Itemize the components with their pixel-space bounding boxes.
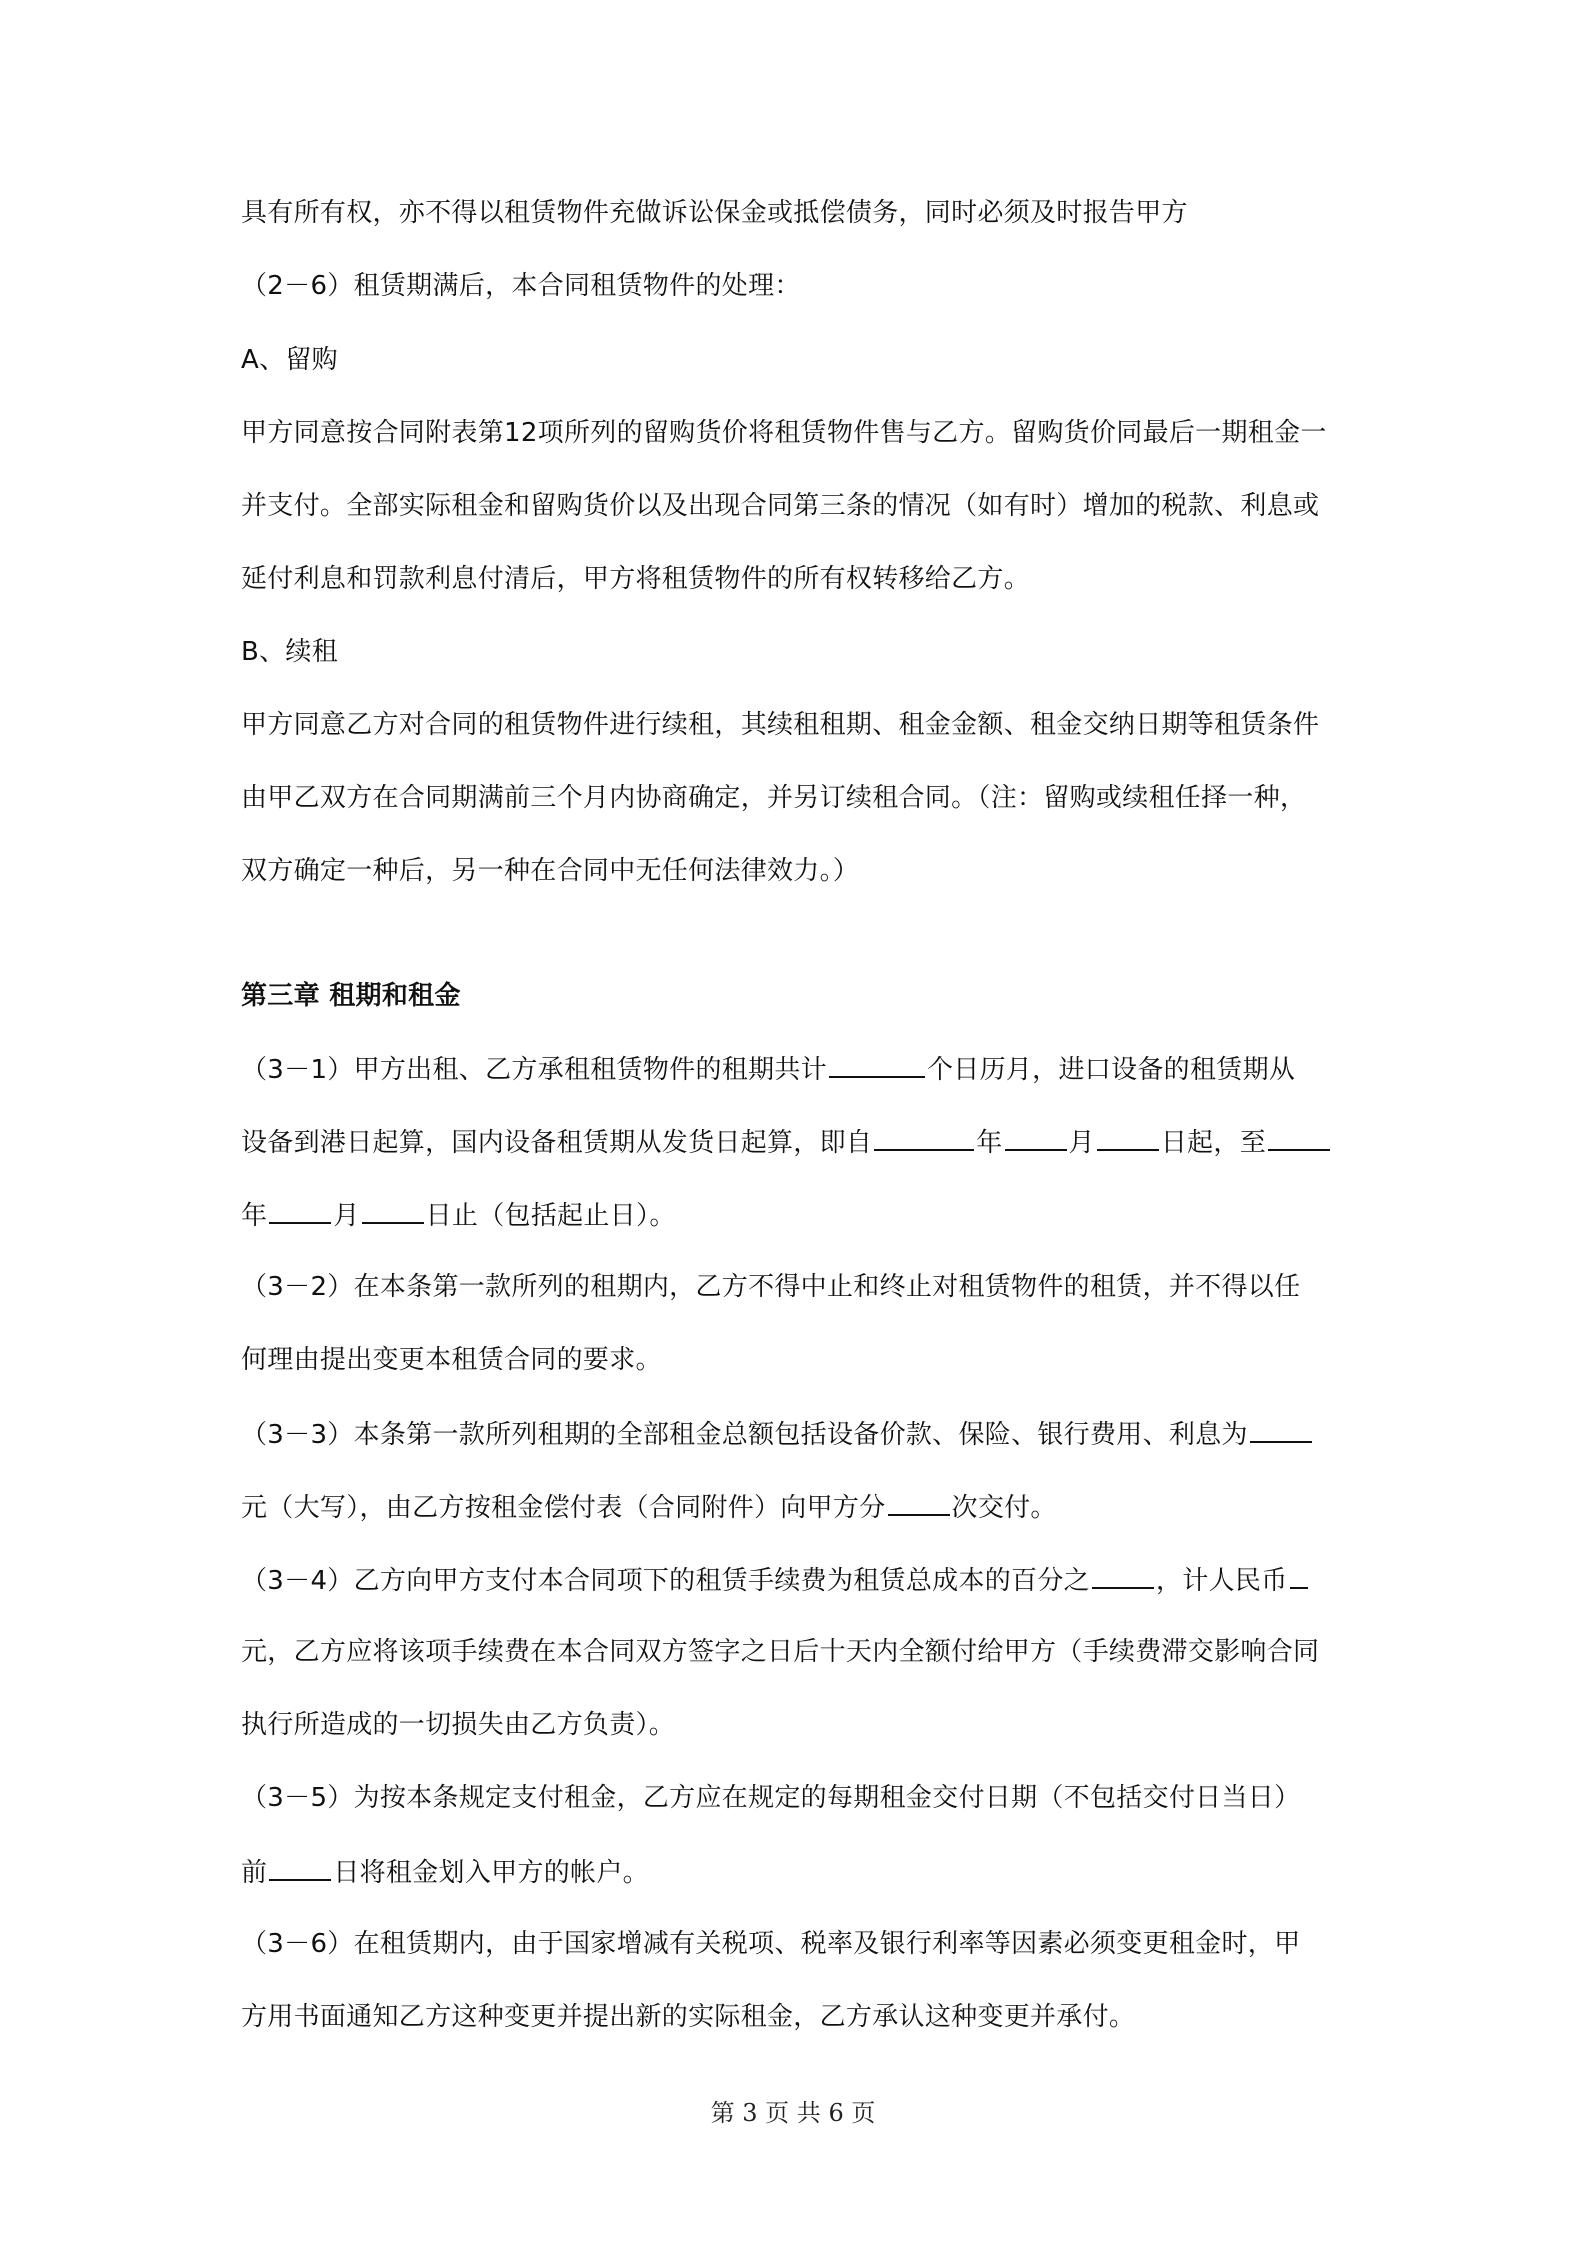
fill-in-blank[interactable] [1092,1561,1154,1589]
text-segment: 年 [976,1128,1003,1158]
clause-3-5-line1: （3－5）为按本条规定支付租金，乙方应在规定的每期租金交付日期（不包括交付日当日） [241,1783,1301,1813]
fill-in-blank[interactable] [1268,1123,1330,1151]
text-line: 甲方同意按合同附表第12项所列的留购货价将租赁物件售与乙方。留购货价同最后一期租金一 [241,418,1327,448]
clause-3-1-line2 [241,1123,1332,1161]
fill-in-blank[interactable] [1005,1123,1067,1151]
text-line: 由甲乙双方在合同期满前三个月内协商确定，并另订续租合同。（注：留购或续租任择一种， [241,783,1307,813]
text-segment: 次交付。 [951,1493,1057,1523]
clause-3-3-line2 [241,1488,1057,1526]
text-line: 甲方同意乙方对合同的租赁物件进行续租，其续租租期、租金金额、租金交纳日期等租赁条件 [241,710,1320,740]
clause-3-1-line3 [241,1196,676,1234]
fill-in-blank[interactable] [1097,1123,1159,1151]
text-segment: 日止（包括起止日）。 [425,1201,676,1231]
clause-3-4-line2: 元，乙方应将该项手续费在本合同双方签字之日后十天内全额付给甲方（手续费滞交影响合同 [241,1637,1320,1667]
chapter-heading: 第三章 租期和租金 [241,981,461,1011]
text-segment: （3－1）甲方出租、乙方承租租赁物件的租期共计 [241,1055,827,1085]
text-line: 双方确定一种后，另一种在合同中无任何法律效力。） [241,856,860,886]
clause-3-2-line1: （3－2）在本条第一款所列的租期内，乙方不得中止和终止对租赁物件的租赁，并不得以任 [241,1272,1301,1302]
text-segment: ，计人民币 [1156,1566,1288,1596]
text-segment: 个日历月，进口设备的租赁期从 [926,1055,1296,1085]
fill-in-blank[interactable] [1250,1415,1312,1443]
clause-3-5-line2 [241,1853,649,1891]
text-segment: （3－3）本条第一款所列租期的全部租金总额包括设备价款、保险、银行费用、利息为 [241,1420,1248,1450]
fill-in-blank[interactable] [829,1050,925,1078]
fill-in-blank[interactable] [362,1196,424,1224]
text-segment: 日起，至 [1160,1128,1267,1158]
text-segment: 月 [333,1201,360,1231]
option-a-label: A、留购 [241,345,338,375]
fill-in-blank[interactable] [269,1196,331,1224]
fill-in-blank[interactable] [1290,1561,1308,1589]
text-line: 延付利息和罚款利息付清后，甲方将租赁物件的所有权转移给乙方。 [241,564,1031,594]
clause-3-6-line2: 方用书面通知乙方这种变更并提出新的实际租金，乙方承认这种变更并承付。 [241,2002,1136,2032]
clause-3-6-line1: （3－6）在租赁期内，由于国家增减有关税项、税率及银行利率等因素必须变更租金时，甲 [241,1929,1301,1959]
fill-in-blank[interactable] [874,1123,974,1151]
clause-3-4-line3: 执行所造成的一切损失由乙方负责）。 [241,1710,676,1740]
clause-3-2-line2: 何理由提出变更本租赁合同的要求。 [241,1345,662,1375]
clause-3-4-line1 [241,1561,1310,1599]
option-b-label: B、续租 [241,637,339,667]
clause-3-3-line1 [241,1415,1314,1453]
text-segment: （3－4）乙方向甲方支付本合同项下的租赁手续费为租赁总成本的百分之 [241,1566,1090,1596]
text-line: 并支付。全部实际租金和留购货价以及出现合同第三条的情况（如有时）增加的税款、利息或 [241,491,1320,521]
clause-2-6-title: （2－6）租赁期满后，本合同租赁物件的处理： [241,271,801,301]
fill-in-blank[interactable] [888,1488,950,1516]
text-segment: 前 [241,1858,268,1888]
text-segment: 日将租金划入甲方的帐户。 [333,1858,649,1888]
clause-3-1-line1 [241,1050,1295,1088]
text-segment: 设备到港日起算，国内设备租赁期从发货日起算，即自 [241,1128,873,1158]
text-segment: 年 [241,1201,268,1231]
text-segment: 月 [1068,1128,1095,1158]
text-line: 具有所有权，亦不得以租赁物件充做诉讼保金或抵偿债务，同时必须及时报告甲方 [241,198,1188,228]
text-segment: 元（大写），由乙方按租金偿付表（合同附件）向甲方分 [241,1493,886,1523]
fill-in-blank[interactable] [269,1853,331,1881]
page-number-footer: 第 3 页 共 6 页 [710,2099,876,2127]
